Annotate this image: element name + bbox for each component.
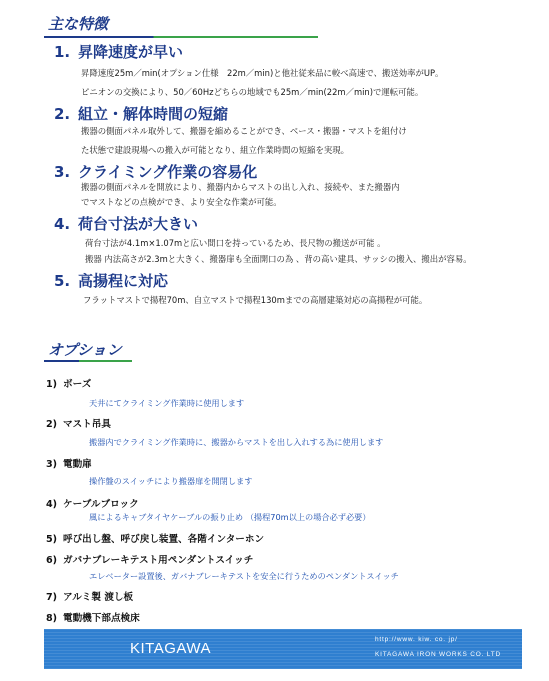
option-7-number: 7) [46, 592, 58, 603]
option-6-description: エレベーター設置後、ガバナブレーキテストを安全に行うためのペンダントスイッチ [89, 571, 399, 581]
option-6-number: 6) [46, 555, 58, 566]
options-title-rule [44, 360, 132, 362]
option-6-heading [46, 552, 253, 566]
option-3-number: 3) [46, 459, 58, 470]
option-2-label: マスト吊具 [63, 419, 111, 430]
option-7-label: アルミ製 渡し板 [63, 592, 134, 603]
feature-3-line-2: でマストなどの点検ができ、より安全な作業が可能。 [81, 197, 282, 207]
option-8-heading [46, 610, 140, 624]
option-6-label: ガバナブレーキテスト用ペンダントスイッチ [63, 555, 254, 566]
option-4-description: 風によるキャブタイヤケーブルの振り止め （揚程70m以上の場合必ず必要） [89, 512, 371, 522]
feature-2-title: 組立・解体時間の短縮 [78, 105, 229, 123]
option-7-heading [46, 589, 133, 603]
option-4-heading [46, 496, 139, 510]
feature-2-line-1: 搬器の側面パネル取外して、搬器を縮めることができ、ベース・搬器・マストを組付け [81, 126, 407, 136]
option-3-heading [46, 456, 92, 470]
feature-3-number: 3. [54, 163, 71, 181]
feature-4-title: 荷台寸法が大きい [78, 215, 199, 233]
option-8-number: 8) [46, 613, 58, 624]
option-4-label: ケーブルブロック [63, 499, 139, 510]
option-1-heading [46, 376, 91, 390]
footer-band [44, 629, 522, 669]
option-5-heading [46, 531, 264, 545]
features-section-title: 主な特徴 [48, 15, 109, 33]
option-2-description: 搬器内でクライミング作業時に、搬器からマストを出し入れする為に使用します [89, 437, 384, 447]
feature-3-line-1: 搬器の側面パネルを開放により、搬器内からマストの出し入れ、接続や、また搬器内 [81, 182, 400, 192]
option-3-label: 電動扉 [63, 459, 92, 470]
feature-1-heading [54, 41, 183, 62]
option-5-label: 呼び出し盤、呼び戻し装置、各階インターホン [63, 534, 265, 545]
option-3-description: 操作盤のスイッチにより搬器扉を開閉します [89, 476, 253, 486]
feature-5-heading [54, 270, 168, 291]
feature-2-line-2: た状態で建設現場への搬入が可能となり、組立作業時間の短縮を実現。 [81, 145, 349, 155]
features-title-rule [44, 36, 318, 38]
option-1-description: 天井にてクライミング作業時に使用します [89, 398, 245, 408]
feature-4-line-1: 荷台寸法が4.1m×1.07mと広い間口を持っているため、長尺物の搬送が可能 。 [85, 238, 386, 248]
feature-1-line-2: ピニオンの交換により、50／60Hzどちらの地域でも25m／min(22m／min)で運転可能。 [81, 87, 424, 97]
feature-2-heading [54, 103, 228, 124]
feature-3-title: クライミング作業の容易化 [78, 163, 258, 181]
brand-logo: KITAGAWA [130, 640, 211, 657]
feature-4-heading [54, 213, 198, 234]
option-1-label: ボーズ [63, 379, 92, 390]
options-section-title: オプション [48, 341, 122, 359]
option-2-heading [46, 416, 111, 430]
feature-5-number: 5. [54, 272, 71, 290]
company-name: KITAGAWA IRON WORKS CO. LTD [375, 651, 501, 658]
feature-2-number: 2. [54, 105, 71, 123]
option-5-number: 5) [46, 534, 58, 545]
feature-5-line-1: フラットマストで揚程70m、自立マストで揚程130mまでの高層建築対応の高揚程が可能。 [83, 295, 428, 305]
option-8-label: 電動機下部点検床 [63, 613, 140, 624]
feature-4-number: 4. [54, 215, 71, 233]
feature-1-title: 昇降速度が早い [78, 43, 184, 61]
feature-3-heading [54, 161, 257, 182]
company-url: http://www. kiw. co. jp/ [375, 636, 458, 643]
feature-1-line-1: 昇降速度25m／min(オプション仕様 22m／min)と他社従来品に較べ高速で、搬送効率がUP。 [81, 68, 444, 78]
feature-4-line-2: 搬器 内法高さが2.3mと大きく、搬器扉も全面開口の為 、背の高い建具、サッシの搬入、搬出が容易。 [85, 254, 472, 264]
option-2-number: 2) [46, 419, 58, 430]
option-4-number: 4) [46, 499, 58, 510]
option-1-number: 1) [46, 379, 58, 390]
feature-1-number: 1. [54, 43, 71, 61]
feature-5-title: 高揚程に対応 [78, 272, 169, 290]
